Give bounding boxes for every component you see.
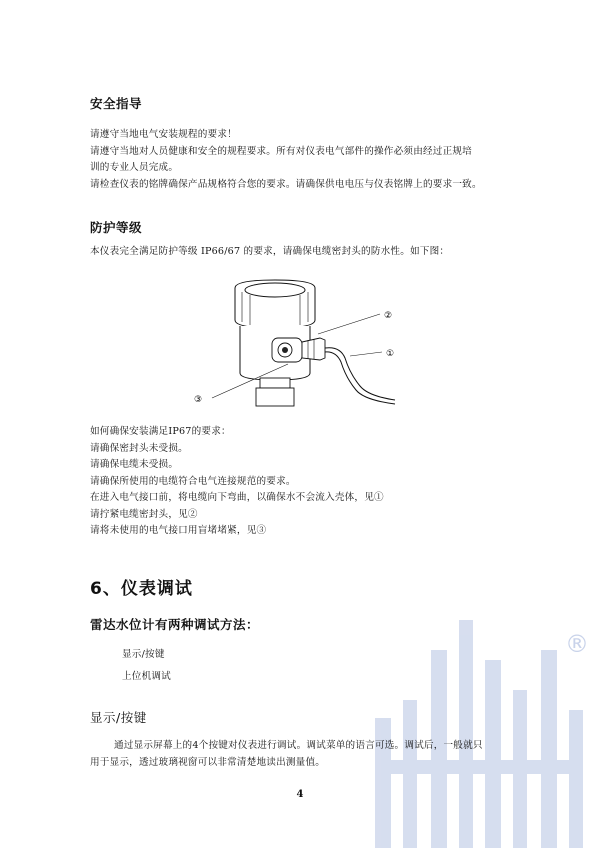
- safety-line: 请遵守当地对人员健康和安全的规程要求。所有对仪表电气部件的操作必须由经过正规培: [90, 145, 472, 157]
- callout-2: ②: [384, 311, 393, 321]
- debug-methods-heading: 雷达水位计有两种调试方法：: [90, 617, 260, 632]
- display-key-heading: 显示/按键: [90, 710, 147, 725]
- registered-mark: ®: [565, 630, 589, 658]
- safety-heading: 安全指导: [90, 96, 143, 111]
- protection-heading: 防护等级: [90, 220, 143, 235]
- safety-line: 请检查仪表的铭牌确保产品规格符合您的要求。请确保供电电压与仪表铭牌上的要求一致。: [90, 178, 482, 190]
- ip67-requirements: [90, 424, 520, 540]
- protection-intro: 本仪表完全满足防护等级 IP66/67 的要求，请确保电缆密封头的防水性。如下图：: [90, 246, 450, 257]
- methods-list: [122, 644, 552, 688]
- watermark-logo: [365, 590, 600, 848]
- display-line: 用于显示，透过玻璃视窗可以非常清楚地读出测量值。: [90, 756, 326, 768]
- ip67-line: 请确保密封头未受损。: [90, 442, 188, 454]
- chapter-6-heading: 6、仪表调试: [90, 579, 193, 599]
- instrument-figure: [190, 278, 410, 408]
- ip67-line: 如何确保安装满足IP67的要求：: [90, 426, 231, 437]
- callout-1: ①: [386, 349, 395, 359]
- method-item: 显示/按键: [122, 649, 165, 660]
- ip67-line: 请确保所使用的电缆符合电气连接规范的要求。: [90, 475, 296, 487]
- page-number: 4: [296, 789, 304, 800]
- ip67-line: 在进入电气接口前，将电缆向下弯曲，以确保水不会流入壳体，见①: [90, 492, 384, 503]
- ip67-line: 请确保电缆未受损。: [90, 459, 179, 470]
- display-line: 通过显示屏幕上的4个按键对仪表进行调试。调试菜单的语言可选。调试后，一般就只: [114, 740, 483, 751]
- callout-3: ③: [194, 395, 203, 405]
- method-item: 上位机调试: [122, 671, 171, 682]
- ip67-line: 请将未使用的电气接口用盲堵堵紧，见③: [90, 525, 267, 536]
- safety-line: 请遵守当地电气安装规程的要求！: [90, 129, 237, 140]
- display-key-paragraph: [90, 738, 520, 771]
- safety-paragraph: [90, 127, 520, 193]
- ip67-line: 请拧紧电缆密封头，见②: [90, 508, 198, 520]
- safety-line: 训的专业人员完成。: [90, 162, 179, 173]
